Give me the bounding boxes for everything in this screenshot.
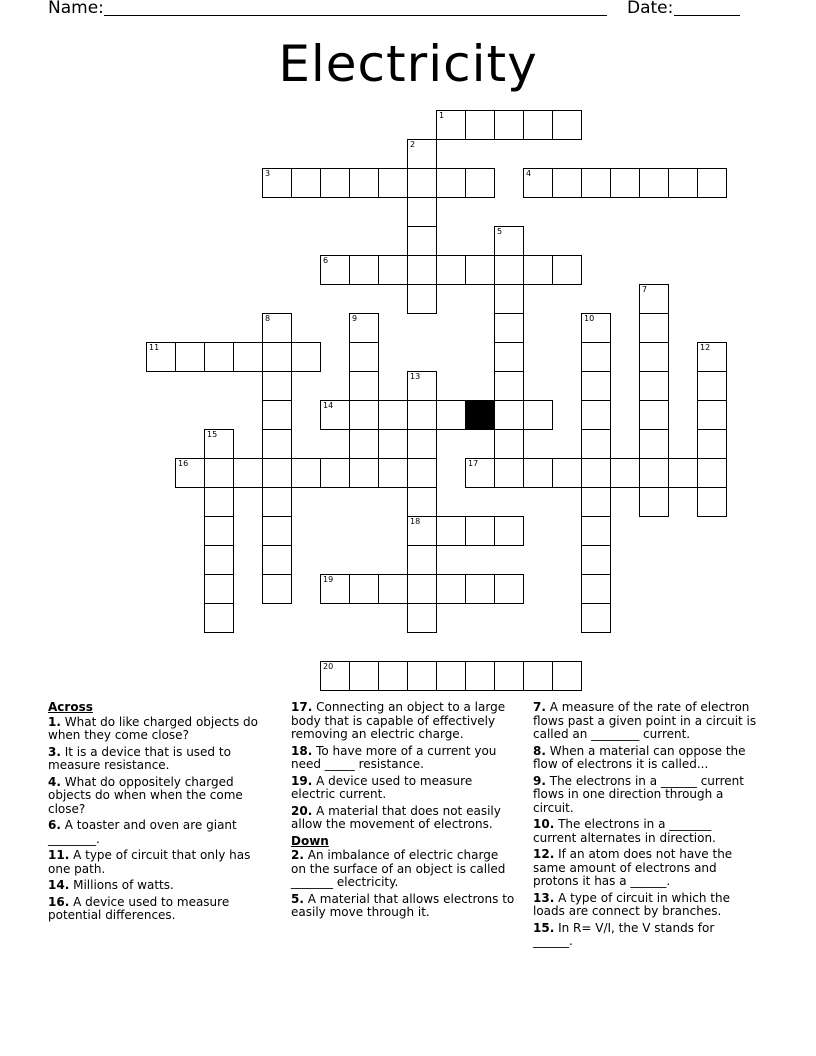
crossword-cell[interactable] <box>349 574 379 604</box>
clue-number: 19 <box>323 575 334 584</box>
crossword-cell[interactable] <box>581 545 611 575</box>
crossword-cell[interactable] <box>465 110 495 140</box>
crossword-cell[interactable] <box>581 168 611 198</box>
crossword-cell[interactable] <box>436 168 466 198</box>
crossword-cell[interactable] <box>523 458 553 488</box>
crossword-cell[interactable] <box>262 429 292 459</box>
clue-number: 14 <box>323 401 334 410</box>
crossword-cell[interactable] <box>378 168 408 198</box>
crossword-cell[interactable] <box>349 371 379 401</box>
clue-down-15: 15. In R= V/I, the V stands for ______. <box>533 920 715 948</box>
crossword-cell[interactable] <box>175 458 205 488</box>
crossword-cell[interactable] <box>697 371 727 401</box>
crossword-block-cell <box>465 400 495 430</box>
clue-number: 3 <box>265 169 271 178</box>
clue-number: 8 <box>265 314 271 323</box>
crossword-cell[interactable] <box>581 487 611 517</box>
page-title: Electricity <box>278 35 538 93</box>
crossword-cell[interactable] <box>349 661 379 691</box>
crossword-cell[interactable] <box>639 168 669 198</box>
crossword-cell[interactable] <box>494 371 524 401</box>
crossword-cell[interactable] <box>146 342 176 372</box>
clue-number: 9 <box>352 314 358 323</box>
clue-across-19: 19. A device used to measure electric current. <box>291 773 473 801</box>
crossword-cell[interactable] <box>639 313 669 343</box>
crossword-cell[interactable] <box>407 168 437 198</box>
crossword-cell[interactable] <box>407 574 437 604</box>
clue-across-4: 4. What do oppositely charged objects do when when the come close? <box>48 774 243 816</box>
crossword-cell[interactable] <box>697 458 727 488</box>
crossword-cell[interactable] <box>494 226 524 256</box>
crossword-cell[interactable] <box>581 371 611 401</box>
crossword-cell[interactable] <box>262 458 292 488</box>
crossword-cell[interactable] <box>262 313 292 343</box>
crossword-cell[interactable] <box>436 255 466 285</box>
crossword-cell[interactable] <box>639 429 669 459</box>
crossword-cell[interactable] <box>639 458 669 488</box>
crossword-cell[interactable] <box>581 603 611 633</box>
crossword-cell[interactable] <box>204 574 234 604</box>
crossword-cell[interactable] <box>349 255 379 285</box>
clue-down-5: 5. A material that allows electrons to easily move through it. <box>291 891 515 919</box>
crossword-cell[interactable] <box>262 545 292 575</box>
crossword-cell[interactable] <box>494 661 524 691</box>
clue-number: 6 <box>323 256 329 265</box>
crossword-cell[interactable] <box>581 313 611 343</box>
crossword-cell[interactable] <box>523 661 553 691</box>
crossword-cell[interactable] <box>407 516 437 546</box>
crossword-cell[interactable] <box>233 458 263 488</box>
clue-across-6: 6. A toaster and oven are giant ________. <box>48 818 237 846</box>
crossword-cell[interactable] <box>407 284 437 314</box>
clue-down-12: 12. If an atom does not have the same amount of electrons and protons it has a ______. <box>533 847 733 888</box>
crossword-cell[interactable] <box>697 342 727 372</box>
clue-number: 20 <box>323 662 334 671</box>
crossword-cell[interactable] <box>523 168 553 198</box>
crossword-cell[interactable] <box>436 110 466 140</box>
crossword-cell[interactable] <box>523 255 553 285</box>
crossword-cell[interactable] <box>204 603 234 633</box>
clue-number: 12 <box>700 343 711 352</box>
clue-number: 7 <box>642 285 648 294</box>
clue-down-9: 9. The electrons in a ______ current flows in one direction through a circuit. <box>533 773 744 815</box>
crossword-cell[interactable] <box>407 603 437 633</box>
clues-column-3 <box>533 701 757 952</box>
crossword-cell[interactable] <box>436 400 466 430</box>
crossword-cell[interactable] <box>378 574 408 604</box>
crossword-cell[interactable] <box>639 342 669 372</box>
crossword-cell[interactable] <box>494 255 524 285</box>
crossword-cell[interactable] <box>494 574 524 604</box>
crossword-cell[interactable] <box>581 458 611 488</box>
clue-number: 4 <box>526 169 532 178</box>
clue-across-11: 11. A type of circuit that only has one path. <box>48 848 251 876</box>
clue-number: 11 <box>149 343 160 352</box>
crossword-cell[interactable] <box>407 661 437 691</box>
clue-number: 16 <box>178 459 189 468</box>
crossword-cell[interactable] <box>291 458 321 488</box>
crossword-cell[interactable] <box>465 255 495 285</box>
crossword-cell[interactable] <box>639 371 669 401</box>
crossword-cell[interactable] <box>494 429 524 459</box>
crossword-cell[interactable] <box>175 342 205 372</box>
crossword-cell[interactable] <box>610 168 640 198</box>
name-label: Name: <box>48 0 104 18</box>
crossword-cell[interactable] <box>407 400 437 430</box>
clue-across-1: 1. What do like charged objects do when they come close? <box>48 714 258 742</box>
crossword-cell[interactable] <box>320 255 350 285</box>
crossword-cell[interactable] <box>378 661 408 691</box>
down-heading: Down <box>291 833 329 848</box>
crossword-cell[interactable] <box>233 342 263 372</box>
crossword-cell[interactable] <box>494 284 524 314</box>
crossword-cell[interactable] <box>407 429 437 459</box>
crossword-cell[interactable] <box>262 371 292 401</box>
crossword-cell[interactable] <box>291 342 321 372</box>
clue-down-8: 8. When a material can oppose the flow of electrons it is called... <box>533 743 746 771</box>
crossword-cell[interactable] <box>378 400 408 430</box>
crossword-cell[interactable] <box>552 110 582 140</box>
crossword-cell[interactable] <box>262 574 292 604</box>
crossword-cell[interactable] <box>465 661 495 691</box>
crossword-cell[interactable] <box>581 429 611 459</box>
crossword-cell[interactable] <box>581 400 611 430</box>
crossword-cell[interactable] <box>697 400 727 430</box>
crossword-cell[interactable] <box>465 516 495 546</box>
crossword-cell[interactable] <box>320 400 350 430</box>
crossword-cell[interactable] <box>552 458 582 488</box>
crossword-cell[interactable] <box>349 313 379 343</box>
crossword-cell[interactable] <box>436 574 466 604</box>
crossword-cell[interactable] <box>320 168 350 198</box>
clues-column-1 <box>48 701 272 926</box>
crossword-cell[interactable] <box>262 168 292 198</box>
clue-across-18: 18. To have more of a current you need _____ resistance. <box>291 743 497 771</box>
crossword-cell[interactable] <box>465 574 495 604</box>
crossword-cell[interactable] <box>465 458 495 488</box>
crossword-cell[interactable] <box>320 458 350 488</box>
crossword-cell[interactable] <box>262 342 292 372</box>
clue-across-16: 16. A device used to measure potential differences. <box>48 894 230 922</box>
crossword-cell[interactable] <box>494 516 524 546</box>
crossword-cell[interactable] <box>204 545 234 575</box>
crossword-cell[interactable] <box>204 429 234 459</box>
clue-down-7: 7. A measure of the rate of electron flows past a given point in a circuit is called an ________ current. <box>533 700 757 741</box>
crossword-cell[interactable] <box>204 487 234 517</box>
crossword-cell[interactable] <box>204 516 234 546</box>
crossword-cell[interactable] <box>697 487 727 517</box>
crossword-cell[interactable] <box>407 487 437 517</box>
crossword-cell[interactable] <box>494 342 524 372</box>
clue-number: 5 <box>497 227 503 236</box>
clue-number: 2 <box>410 140 416 149</box>
clue-across-3: 3. It is a device that is used to measure resistance. <box>48 744 231 772</box>
crossword-cell[interactable] <box>697 429 727 459</box>
crossword-cell[interactable] <box>436 661 466 691</box>
across-heading: Across <box>48 700 93 714</box>
crossword-cell[interactable] <box>407 197 437 227</box>
crossword-cell[interactable] <box>552 661 582 691</box>
clue-number: 10 <box>584 314 595 323</box>
crossword-cell[interactable] <box>552 168 582 198</box>
clue-across-20: 20. A material that does not easily allow the movement of electrons. <box>291 803 501 831</box>
clue-down-10: 10. The electrons in a _______ current alternates in direction. <box>533 817 716 845</box>
crossword-cell[interactable] <box>349 429 379 459</box>
crossword-cell[interactable] <box>436 516 466 546</box>
clue-down-2: 2. An imbalance of electric charge on the surface of an object is called _______ electricity. <box>291 848 506 889</box>
crossword-cell[interactable] <box>349 400 379 430</box>
crossword-cell[interactable] <box>668 458 698 488</box>
crossword-cell[interactable] <box>494 458 524 488</box>
crossword-cell[interactable] <box>494 313 524 343</box>
crossword-cell[interactable] <box>320 574 350 604</box>
crossword-cell[interactable] <box>378 458 408 488</box>
crossword-cell[interactable] <box>494 110 524 140</box>
crossword-cell[interactable] <box>407 545 437 575</box>
clue-number: 18 <box>410 517 421 526</box>
crossword-cell[interactable] <box>204 342 234 372</box>
crossword-cell[interactable] <box>320 661 350 691</box>
crossword-cell[interactable] <box>581 574 611 604</box>
date-label: Date: <box>627 0 674 18</box>
crossword-cell[interactable] <box>697 168 727 198</box>
crossword-cell[interactable] <box>204 458 234 488</box>
crossword-cell[interactable] <box>639 284 669 314</box>
crossword-cell[interactable] <box>639 400 669 430</box>
clue-number: 1 <box>439 111 445 120</box>
crossword-cell[interactable] <box>494 400 524 430</box>
clue-number: 13 <box>410 372 421 381</box>
clue-across-14: 14. Millions of watts. <box>48 878 174 892</box>
crossword-cell[interactable] <box>349 168 379 198</box>
crossword-cell[interactable] <box>262 487 292 517</box>
clue-down-13: 13. A type of circuit in which the loads are connect by branches. <box>533 890 730 918</box>
clue-number: 17 <box>468 459 479 468</box>
crossword-cell[interactable] <box>465 168 495 198</box>
clue-across-17: 17. Connecting an object to a large body that is capable of effectively removing an electric charge. <box>291 700 506 741</box>
crossword-cell[interactable] <box>349 342 379 372</box>
crossword-cell[interactable] <box>407 226 437 256</box>
crossword-cell[interactable] <box>262 516 292 546</box>
crossword-cell[interactable] <box>610 458 640 488</box>
crossword-cell[interactable] <box>581 342 611 372</box>
crossword-cell[interactable] <box>291 168 321 198</box>
crossword-cell[interactable] <box>262 400 292 430</box>
clue-number: 15 <box>207 430 218 439</box>
crossword-cell[interactable] <box>523 400 553 430</box>
crossword-cell[interactable] <box>668 168 698 198</box>
crossword-cell[interactable] <box>407 458 437 488</box>
crossword-cell[interactable] <box>407 255 437 285</box>
crossword-cell[interactable] <box>581 516 611 546</box>
crossword-cell[interactable] <box>378 255 408 285</box>
crossword-cell[interactable] <box>407 139 437 169</box>
clues-column-2 <box>291 701 515 923</box>
crossword-cell[interactable] <box>407 371 437 401</box>
crossword-cell[interactable] <box>552 255 582 285</box>
crossword-cell[interactable] <box>349 458 379 488</box>
crossword-cell[interactable] <box>523 110 553 140</box>
crossword-cell[interactable] <box>639 487 669 517</box>
